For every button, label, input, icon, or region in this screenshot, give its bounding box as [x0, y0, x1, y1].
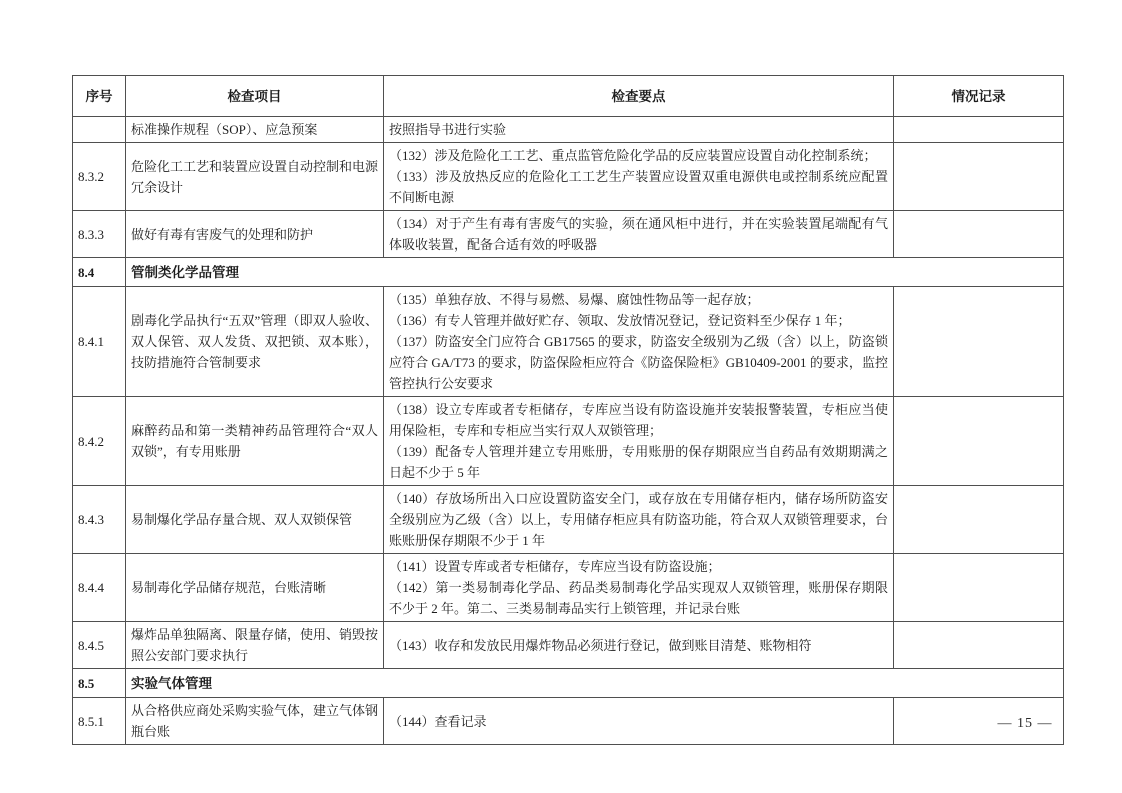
page-number: — 15 — — [997, 716, 1053, 731]
inspection-points-cell — [384, 211, 894, 258]
section-row — [73, 669, 1064, 698]
table-row — [73, 397, 1064, 486]
check-point: （134）对于产生有毒有害废气的实验，须在通风柜中进行，并在实验装置尾端配有气体吸收装置，配备合适有效的呼吸器 — [389, 216, 888, 252]
inspection-points-cell — [384, 287, 894, 397]
situation-record-cell — [894, 287, 1064, 397]
serial-number-cell — [73, 117, 126, 143]
check-point: （137）防盗安全门应符合 GB17565 的要求，防盗安全级别为乙级（含）以上，防盗锁应符合 GA/T73 的要求，防盗保险柜应符合《防盗保险柜》GB10409-2001 的要求，监控管控执行公安要求 — [389, 334, 888, 391]
check-point: 按照指导书进行实验 — [389, 122, 507, 137]
inspection-points-cell — [384, 622, 894, 669]
check-point: （133）涉及放热反应的危险化工工艺生产装置应设置双重电源供电或控制系统应配置不间断电源 — [389, 169, 888, 205]
serial-number-cell: 8.4.2 — [73, 397, 126, 486]
table-row — [73, 698, 1064, 745]
table-row — [73, 486, 1064, 554]
section-title-cell: 实验气体管理 — [126, 669, 1064, 698]
situation-record-cell — [894, 143, 1064, 211]
header-inspection-item: 检查项目 — [126, 76, 384, 117]
situation-record-cell — [894, 554, 1064, 622]
section-title-cell: 管制类化学品管理 — [126, 258, 1064, 287]
section-row — [73, 258, 1064, 287]
inspection-points-cell — [384, 698, 894, 745]
table-row — [73, 622, 1064, 669]
table-row — [73, 117, 1064, 143]
serial-number-cell: 8.4.5 — [73, 622, 126, 669]
check-point: （139）配备专人管理并建立专用账册，专用账册的保存期限应当自药品有效期期满之日起不少于 5 年 — [389, 444, 888, 480]
serial-number-cell: 8.5 — [73, 669, 126, 698]
header-inspection-points: 检查要点 — [384, 76, 894, 117]
check-point: （132）涉及危险化工工艺、重点监管危险化学品的反应装置应设置自动化控制系统； — [389, 148, 877, 163]
serial-number-cell: 8.5.1 — [73, 698, 126, 745]
situation-record-cell — [894, 397, 1064, 486]
table-row — [73, 211, 1064, 258]
header-situation-record: 情况记录 — [894, 76, 1064, 117]
situation-record-cell — [894, 211, 1064, 258]
inspection-item-cell: 做好有毒有害废气的处理和防护 — [126, 211, 384, 258]
inspection-points-cell — [384, 397, 894, 486]
header-row — [73, 76, 1064, 117]
inspection-points-cell — [384, 143, 894, 211]
check-point: （144）查看记录 — [389, 713, 487, 729]
check-point: （140）存放场所出入口应设置防盗安全门，或存放在专用储存柜内，储存场所防盗安全级别应为乙级（含）以上，专用储存柜应具有防盗功能，符合双人双锁管理要求，台账账册保存期限不少于 1 年 — [389, 491, 888, 548]
check-point: （136）有专人管理并做好贮存、领取、发放情况登记，登记资料至少保存 1 年； — [389, 313, 851, 328]
situation-record-cell — [894, 486, 1064, 554]
inspection-item-cell: 危险化工工艺和装置应设置自动控制和电源冗余设计 — [126, 143, 384, 211]
header-serial-number: 序号 — [73, 76, 126, 117]
inspection-points-cell — [384, 554, 894, 622]
table-header — [73, 76, 1064, 117]
inspection-points-cell — [384, 117, 894, 143]
table-row — [73, 554, 1064, 622]
check-point: （135）单独存放、不得与易燃、易爆、腐蚀性物品等一起存放； — [389, 292, 760, 307]
table-row — [73, 287, 1064, 397]
inspection-points-cell — [384, 486, 894, 554]
table-body — [73, 117, 1064, 745]
serial-number-cell: 8.3.2 — [73, 143, 126, 211]
serial-number-cell: 8.3.3 — [73, 211, 126, 258]
check-point: （142）第一类易制毒化学品、药品类易制毒化学品实现双人双锁管理，账册保存期限不少于 2 年。第二、三类易制毒品实行上锁管理，并记录台账 — [389, 580, 888, 616]
serial-number-cell: 8.4.3 — [73, 486, 126, 554]
check-point: （141）设置专库或者专柜储存，专库应当设有防盗设施； — [389, 559, 721, 574]
situation-record-cell — [894, 117, 1064, 143]
check-point: （138）设立专库或者专柜储存，专库应当设有防盗设施并安装报警装置，专柜应当使用保险柜，专库和专柜应当实行双人双锁管理； — [389, 402, 888, 438]
inspection-item-cell: 易制爆化学品存量合规、双人双锁保管 — [126, 486, 384, 554]
inspection-checklist-table — [72, 75, 1064, 745]
serial-number-cell: 8.4.1 — [73, 287, 126, 397]
situation-record-cell — [894, 622, 1064, 669]
inspection-item-cell: 麻醉药品和第一类精神药品管理符合“双人双锁”，有专用账册 — [126, 397, 384, 486]
inspection-item-cell: 标准操作规程（SOP）、应急预案 — [126, 117, 384, 143]
inspection-item-cell: 易制毒化学品储存规范，台账清晰 — [126, 554, 384, 622]
serial-number-cell: 8.4 — [73, 258, 126, 287]
inspection-item-cell: 剧毒化学品执行“五双”管理（即双人验收、双人保管、双人发货、双把锁、双本账），技防措施符合管制要求 — [126, 287, 384, 397]
inspection-item-cell: 从合格供应商处采购实验气体，建立气体钢瓶台账 — [126, 698, 384, 745]
check-point: （143）收存和发放民用爆炸物品必须进行登记，做到账目清楚、账物相符 — [389, 637, 812, 653]
table-row — [73, 143, 1064, 211]
serial-number-cell: 8.4.4 — [73, 554, 126, 622]
inspection-item-cell: 爆炸品单独隔离、限量存储，使用、销毁按照公安部门要求执行 — [126, 622, 384, 669]
